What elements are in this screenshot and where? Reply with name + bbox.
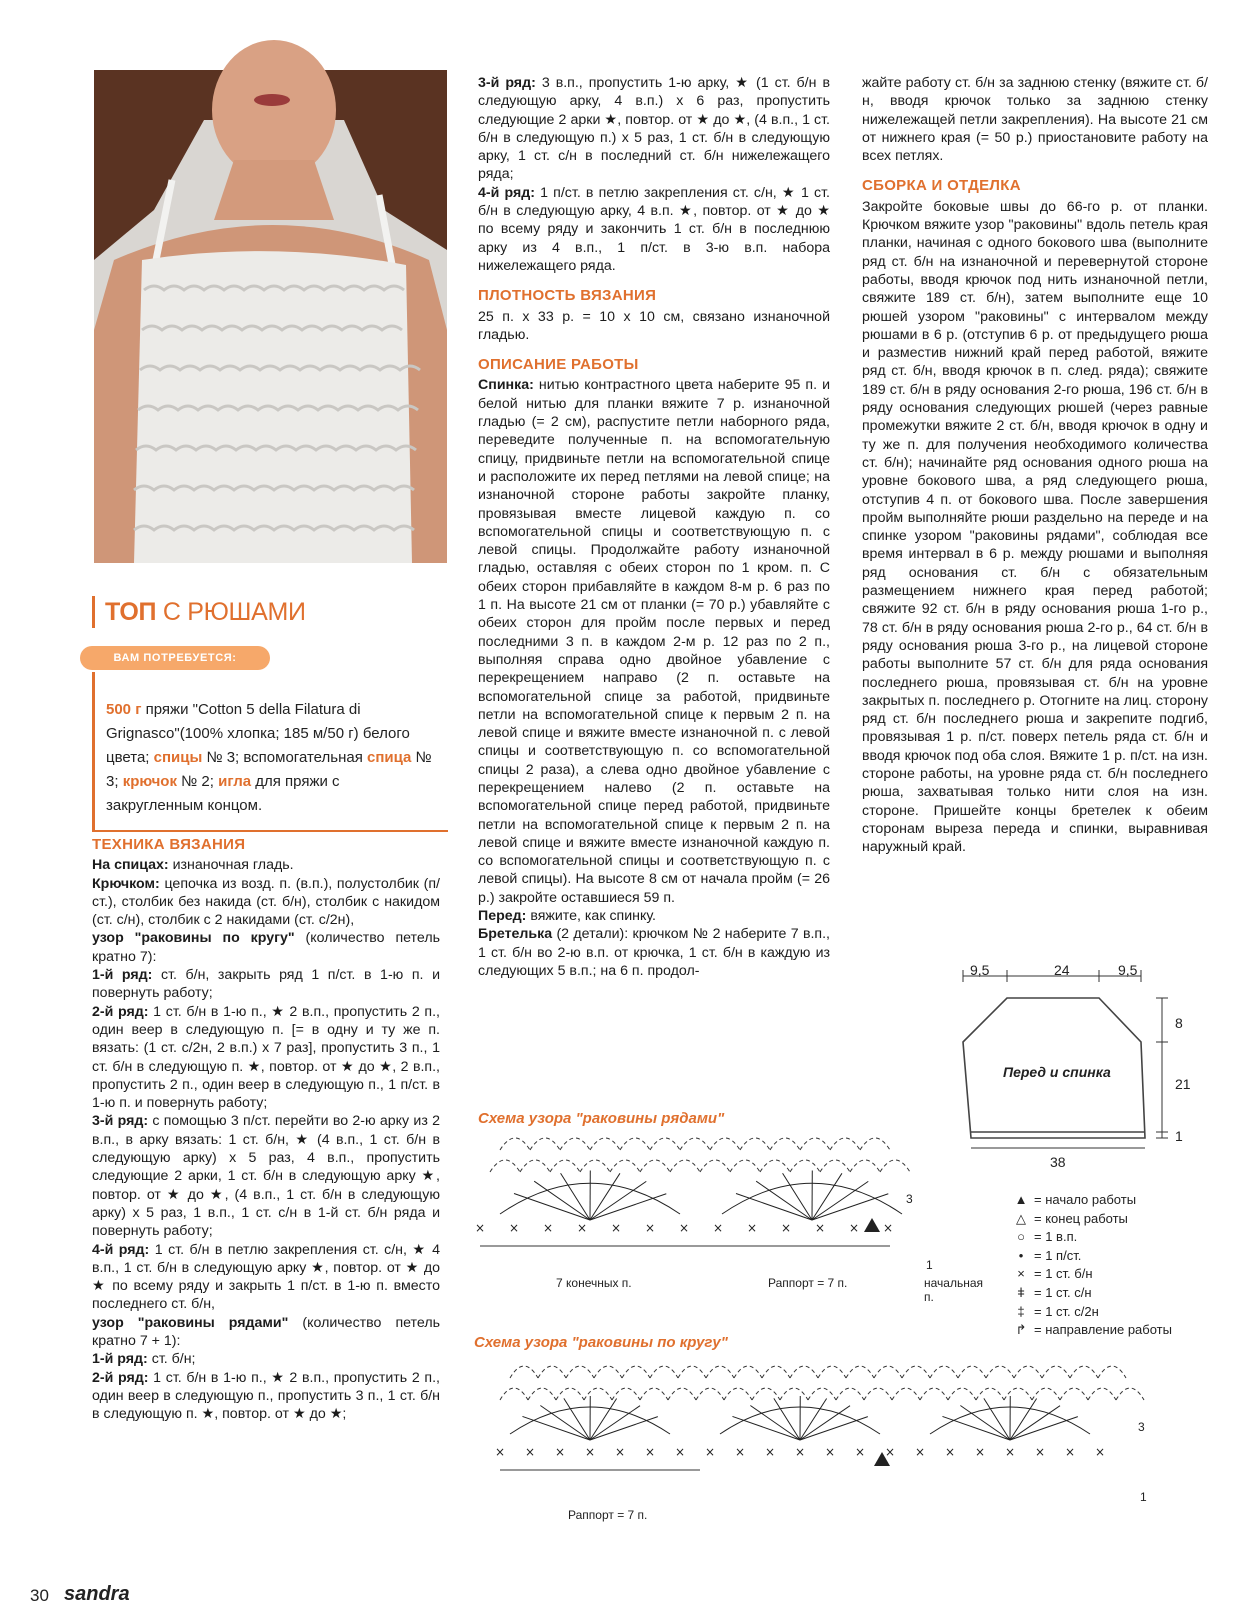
chain-arc [1004,1388,1032,1400]
chain-arc [678,1366,706,1378]
legend-row [1008,1303,1099,1321]
fan-stitch [942,1416,1010,1440]
sc-symbol: × [1034,1445,1046,1459]
dim-mid-height: 21 [1175,1076,1191,1092]
material-highlight: крючок [122,773,177,790]
legend-row [1008,1228,1077,1246]
chain-arc [1032,1388,1060,1400]
chain-arc [1088,1388,1116,1400]
chain-arc [830,1138,860,1150]
fan-stitch [590,1173,620,1220]
paragraph [92,856,440,874]
chain-arc [780,1388,808,1400]
chain-arc [612,1388,640,1400]
paragraph-body: нитью контрастного цвета наберите 95 п. и белой нитью для планки вяжите 7 р. изнаночной гладью (= 2 см), распустите петли наборного ряда, переведите полученные п. на вспомогательную спицу, придвиньте петли на вспомогательной спице и расположите их перед петлями на левой спице; на изнаночной стороне работы закройте планку, провязывая вместе лицевой каждую п. со вспомогательной спицы и соответствующую п. с левой спицы. Продолжайте работу изнаночной гладью, оставляя с обеих сторон по 1 кром. п. С обеих сторон прибавляйте в каждом 8-м р. 6 раз по 1 п. На высоте 21 см от планки (= 70 р.) убавляйте с обеих сторон для пройм после первых и перед последними 3 п. в каждом 2-м р. 12 раз по 2 п., выполняя справа одно двойное убавление с перекрещением направо (2 п. оставьте на вспомогательной спице за работой, придвиньте петли на вспомогательной спице к первым 2 п. на левой спице и вяжите вместе изнаночной п. с левой спицы и соответствующую п. со вспомогательной спицы 2 раза), а слева одно двойное убавление с перекрещением налево (2 п. оставьте на вспомогательной спице перед работой, придвиньте петли на вспомогательной спице к первым 2 п. на левой спице и вяжите вместе изнаночной каждую п. со вспомогательной спицы и соответствующую п. с левой спицы). На высоте 8 см от начала пройм (= 26 р.) закройте оставшиеся 59 п. [478,377,830,906]
chain-arc [550,1160,580,1172]
paragraph-body: (количество петель кратно 7 + 1): [92,1314,440,1350]
chain-arc [1070,1366,1098,1378]
materials-text [106,698,436,818]
material-text: № 3; [106,749,432,790]
sc-symbol: × [508,1221,520,1235]
paragraph-body: 1 ст. б/н в петлю закрепления ст. с/н, ★ 4 в.п., 1 ст. б/н в следующую арку ★, повтор. от ★ до ★ по всему ряду и закрыть 1 п/ст. в 1-ю п. вместо последнего ст. б/н, [92,1241,440,1313]
chain-arc [836,1388,864,1400]
chain-arc [948,1388,976,1400]
sc-symbol: × [1004,1445,1016,1459]
sc-symbol: × [678,1221,690,1235]
material-highlight: спица [367,749,412,766]
chain-arc [760,1160,790,1172]
legend-label: = 1 п/ст. [1034,1247,1082,1263]
fan-stitch [800,1406,850,1440]
fan-stitch [783,1173,812,1220]
chain-arc [640,1160,670,1172]
chain-arc [976,1388,1004,1400]
chain-arc [530,1138,560,1150]
schema2-row-1: 1 [1140,1490,1147,1504]
chain-arc [622,1366,650,1378]
sc-symbol: × [576,1221,588,1235]
chain-arc [566,1366,594,1378]
fan-stitch [1010,1417,1078,1440]
chain-arc [490,1160,520,1172]
chain-arc [752,1388,780,1400]
paragraph-lead: На спицах: [92,857,169,874]
schema2-label: Раппорт = 7 п. [568,1508,648,1522]
sc-symbol: × [974,1445,986,1459]
chain-arc [706,1366,734,1378]
paragraph [478,184,830,275]
chain-arc [880,1160,910,1172]
material-text: № 3; вспомогательная [202,749,367,766]
fan-stitch [812,1173,842,1220]
article-title [92,596,306,628]
paragraph [92,1003,440,1113]
paragraph [92,1369,440,1424]
paragraph-lead: Бретелька [478,926,553,943]
start-marker [864,1218,880,1232]
chain-arc [520,1160,550,1172]
chain-arc [808,1388,836,1400]
fan-stitch [1010,1399,1037,1440]
paragraph-body: 3 в.п., пропустить 1-ю арку, ★ (1 ст. б/н в следующую арку, 4 в.п.) х 6 раз, пропустить следующие 2 арки ★, повтор. от ★ до ★, (4 в.п., 1 ст. б/н в следующую п.) х 5 раз, 1 ст. б/н в следующую арку, 1 ст. с/н в последний ст. б/н нижележащего ряда; [478,75,830,183]
paragraph-lead: узор "раковины по кругу" [92,930,295,947]
paragraph [92,929,440,966]
paragraph-lead: 1-й ряд: [92,967,153,984]
chain-arc [528,1388,556,1400]
chain-arc [860,1138,890,1150]
sc-symbol: × [764,1445,776,1459]
paragraph-lead: узор "раковины рядами" [92,1314,289,1331]
sc-symbol: × [542,1221,554,1235]
fan-stitch [590,1399,617,1440]
paragraph-body: Закройте боковые швы до 66-го р. от планки. Крючком вяжите узор "раковины" вдоль петель края планки, начиная с одного бокового шва (выполните ряд ст. б/н на изнаночной и перевернутой стороне работы, вводя крючок под нить изнаночной петли, свяжите 189 ст. б/н), затем выполните еще 10 рюшей узором "раковины" с интервалом между рюшами в 6 р. (отступив 6 р. от предыдущего рюша и разместив нижний край перед работой, вяжите ряд ст. б/н, вводя крючок в п. след. ряда); свяжите 189 ст. б/н в ряду основания 2-го рюша, 196 ст. б/н в ряду основания следующих рюшей (через равные промежутки вяжите 2 ст. б/н, вводя крючок в одну и ту же п. для получения необходимого количества ст. б/н); начинайте ряд основания одного рюша на уровне бокового шва, а ряд следующего рюша, отступив 4 п. от бокового шва. После завершения пройм выполняйте рюши раздельно на переде и на спинке узором "раковины рядами", соблюдая все время интервал в 6 р. между рюшами и выполняя ряд основания ст. б/н с обязательным размещением нижнего края перед работой; свяжите 92 ст. б/н в ряду основания рюша 1-го р., 78 ст. б/н в ряду основания рюша 2-го р., 64 ст. б/н в ряду основания рюша 3-го р., на лицевой стороне работы выполните 57 ст. б/н для ряда основания последнего рюша, провязывая ст. б/н на уровне закрытых п. последнего р. Отогните на лиц. сторону ряд ст. б/н последнего рюша и закрепите подгиб, провязывая 1 р. п/ст. поверх петель ряда ст. б/н и вводя крючок под оба слоя. Вяжите 1 р. п/ст. на изн. стороне работы, на уровне ряда ст. б/н последнего рюша, захватывая только нити слоя на изн. стороне. Пришейте концы бретелек к обеим сторонам выреза переда и спинки, выравнивая наружный край. [862,198,1208,856]
paragraph [92,1112,440,1240]
chain-arc [902,1366,930,1378]
fan-stitch [812,1181,868,1220]
chain-arc [770,1138,800,1150]
sc-symbol: × [524,1445,536,1459]
paragraph-body: (количество петель кратно 7): [92,930,440,965]
chain-arc [846,1366,874,1378]
chain-arc [584,1388,612,1400]
paragraph [92,875,440,930]
fan-stitch [960,1405,1010,1440]
page-number: 30 [30,1586,49,1605]
paragraph [478,376,830,907]
legend-label: = 1 ст. б/н [1034,1266,1093,1282]
sc-symbol: × [944,1445,956,1459]
sc-symbol: × [882,1221,894,1235]
paragraph-body: 1 п/ст. в петлю закрепления ст. с/н, ★ 1 ст. б/н в следующую арку, 4 в.п. ★, повтор. от ★ до ★ по всему ряду и закончить 1 ст. б/н в последнюю арку из 4 в.п., 1 п/ст. в 3-ю в.п. набора нижележащего ряда. [478,184,830,274]
paragraph-lead: Спинка: [478,377,534,394]
materials-badge: ВАМ ПОТРЕБУЕТСЯ: [80,646,270,670]
paragraph-lead: 2-й ряд: [92,1369,149,1386]
paragraph-body: 1 ст. б/н в 1-ю п., ★ 2 в.п., пропустить 2 п., один веер в следующую п. [= в одну и ту же п. вязать: (1 ст. с/2н, 2 в.п.) х 7 раз], пропустить 3 п., 1 ст. б/н в следующую п. ★, повтор. от ★ до ★, 2 в.п., пропустить 2 п., один веер в следующую п., 1 п/ст. в 1-ю п. и повернуть работу; [92,1003,440,1112]
chain-arc [710,1138,740,1150]
fan-stitch [750,1405,800,1440]
chain-arc [680,1138,710,1150]
title-bold: ТОП [105,598,157,626]
chain-arc [986,1366,1014,1378]
paragraph-lead: 4-й ряд: [478,184,535,201]
legend-label: = конец работы [1034,1210,1128,1226]
legend-row [1008,1265,1093,1283]
fan-stitch [736,1193,812,1220]
sc-symbol: × [1094,1445,1106,1459]
material-highlight: игла [218,773,252,790]
sc-symbol: × [794,1445,806,1459]
paragraph-body: (2 детали): крючком № 2 наберите 7 в.п., 1 ст. б/н во 2-ю в.п. от крючка, 1 ст. б/н в каждую из следующих 5 в.п.; на 6 п. продол- [478,926,830,979]
chain-arc [500,1138,530,1150]
legend-row [1008,1191,1136,1209]
schema1-label-left: 7 конечных п. [556,1276,632,1290]
paragraph [92,1314,440,1351]
legend-label: = направление работы [1034,1322,1172,1338]
column-1 [92,836,440,1424]
legend-label: = 1 ст. с/н [1034,1285,1092,1300]
legend-label: = 1 ст. с/2н [1034,1303,1099,1319]
dim-left: 9,5 [970,962,990,978]
sc-symbol: × [584,1445,596,1459]
chain-arc [874,1366,902,1378]
chain-arc [724,1388,752,1400]
paragraph-body: ст. б/н, закрыть ряд 1 п/ст. в 1-ю п. и повернуть работу; [92,967,440,1002]
legend-row [1008,1321,1172,1339]
section-heading: ТЕХНИКА ВЯЗАНИЯ [92,836,246,853]
chain-arc [734,1366,762,1378]
chain-arc [620,1138,650,1150]
sc-symbol: × [674,1445,686,1459]
schema1-row-1: 1 [926,1258,933,1272]
chain-arc [790,1160,820,1172]
paragraph [92,1350,440,1368]
fan-stitch [756,1181,812,1220]
legend-symbol: × [1017,1266,1025,1282]
sc-symbol: × [554,1445,566,1459]
fan-stitch [514,1193,590,1220]
schema2-title: Схема узора "раковины по кругу" [474,1334,728,1351]
schema1-diagram [474,1128,950,1278]
chain-arc [594,1366,622,1378]
paragraph-body: 1 ст. б/н в 1-ю п., ★ 2 в.п., пропустить 2 п., один веер в следующую п., пропустить 3 п., 1 ст. б/н в следующую п. ★, повтор. от ★ до ★; [92,1369,440,1423]
legend-label: = начало работы [1034,1192,1137,1207]
paragraph-body: с помощью 3 п/ст. перейти во 2-ю арку из 2 в.п., в арку вязать: 1 ст. б/н, ★ (4 в.п., 1 ст. б/н в следующую арку) х 5 раз, 4 в.п., пропустить следующие 2 арки, 1 ст. б/н в следующую арку ★, повтор. от ★ до ★, (4 в.п., 1 ст. б/н в следующую арку) х 5 раз, 1 в.п., 1 ст. с/н в 1-й ст. б/н ряда и повернуть работу; [92,1113,440,1240]
fan-stitch [812,1194,888,1220]
sc-symbol: × [704,1445,716,1459]
material-text: пряжи "Cotton 5 della Filatura di Grignasco"(100% хлопка; 185 м/50 г) белого цвета; [106,701,410,766]
material-text: для пряжи с закругленным концом. [106,773,340,814]
chain-arc [762,1366,790,1378]
dim-right: 9,5 [1118,962,1138,978]
legend-row [1008,1210,1128,1228]
paragraph-body: жайте работу ст. б/н за заднюю стенку (вяжите ст. б/н, вводя крючок только за заднюю стенку нижележащей петли закрепления). На высоте 21 см от нижнего края (= 50 р.) приостановите работу на всех петлях. [862,75,1208,165]
fan-stitch [732,1416,800,1440]
fan-stitch [522,1416,590,1440]
sc-symbol: × [884,1445,896,1459]
chain-arc [590,1138,620,1150]
chain-arc [700,1160,730,1172]
paragraph [92,1241,440,1314]
chain-arc [560,1138,590,1150]
paragraph-lead: Перед: [478,908,527,925]
legend-row [1008,1247,1081,1265]
fan-stitch [800,1417,868,1440]
chain-arc [1042,1366,1070,1378]
paragraph-lead: 1-й ряд: [92,1351,148,1368]
chain-arc [892,1388,920,1400]
sc-symbol: × [824,1445,836,1459]
sc-symbol: × [854,1445,866,1459]
legend-label: = 1 в.п. [1034,1229,1078,1245]
paragraph [478,74,830,184]
material-highlight: спицы [153,749,203,766]
legend-symbol: ǂ [1017,1285,1025,1300]
chain-arc [818,1366,846,1378]
chain-arc [864,1388,892,1400]
paragraph-body: ст. б/н; [147,1351,196,1368]
legend-symbol: ○ [1017,1229,1025,1245]
paragraph [92,966,440,1003]
legend-symbol: ▲ [1014,1192,1028,1207]
sc-symbol: × [814,1221,826,1235]
dim-top-height: 8 [1175,1015,1183,1031]
fan-stitch [534,1181,590,1220]
chain-arc [640,1388,668,1400]
chain-arc [556,1388,584,1400]
fan-stitch [590,1406,640,1440]
fan-stitch [564,1398,590,1440]
sc-symbol: × [712,1221,724,1235]
paragraph [478,308,830,345]
chain-arc [850,1160,880,1172]
chain-arc [740,1138,770,1150]
schema2-row-3: 3 [1138,1420,1145,1434]
paragraph-body: цепочка из возд. п. (в.п.), полустолбик (п/ст.), столбик без накида (ст. б/н), столбик с накидом (ст. с/н), столбик с 2 накидами (ст. с/2н), [92,875,440,929]
chain-arc [668,1388,696,1400]
chain-arc [958,1366,986,1378]
pattern-diagram [955,958,1200,1168]
fan-stitch [774,1398,800,1440]
column-2 [478,74,830,980]
sc-symbol: × [614,1445,626,1459]
chain-arc [650,1138,680,1150]
model-photo [94,70,447,563]
chain-arc [500,1388,528,1400]
paragraph-body: вяжите, как спинку. [526,908,656,925]
paragraph [862,74,1208,165]
chain-arc [670,1160,700,1172]
legend-symbol: △ [1016,1210,1026,1226]
sc-symbol: × [746,1221,758,1235]
paragraph [862,198,1208,857]
chain-arc [538,1366,566,1378]
material-text: № 2; [176,773,219,790]
sc-symbol: × [474,1221,486,1235]
legend-row [1008,1284,1092,1302]
chain-arc [820,1160,850,1172]
pattern-piece-title: Перед и спинка [1003,1064,1111,1080]
chain-arc [510,1366,538,1378]
chain-arc [1098,1366,1126,1378]
sc-symbol: × [1064,1445,1076,1459]
sc-symbol: × [848,1221,860,1235]
sc-symbol: × [494,1445,506,1459]
chain-arc [610,1160,640,1172]
paragraph-body: изнаночная гладь. [168,857,294,874]
paragraph-lead: 4-й ряд: [92,1241,150,1258]
fan-stitch [590,1181,646,1220]
chain-arc [696,1388,724,1400]
chain-arc [930,1366,958,1378]
fan-stitch [590,1417,658,1440]
paragraph [478,925,830,980]
paragraph-lead: Крючком: [92,875,160,892]
column-3 [862,74,1208,856]
schema1-title: Схема узора "раковины рядами" [478,1110,725,1127]
fan-stitch [561,1173,590,1220]
chain-arc [800,1138,830,1150]
chain-arc [1014,1366,1042,1378]
chain-arc [1060,1388,1088,1400]
paragraph-lead: 3-й ряд: [478,75,536,91]
chain-arc [1116,1388,1144,1400]
model-illustration [94,70,447,563]
schema1-label-start: начальная п. [924,1276,984,1304]
chain-arc [790,1366,818,1378]
dim-width: 38 [1050,1154,1066,1170]
sc-symbol: × [780,1221,792,1235]
schema2-diagram [494,1360,1140,1510]
sc-symbol: × [914,1445,926,1459]
fan-stitch [984,1398,1010,1440]
magazine-brand: sandra [64,1583,130,1605]
legend-symbol: ↱ [1015,1322,1027,1338]
material-highlight: 500 г [106,701,142,718]
legend-symbol: ‡ [1017,1303,1025,1319]
chain-arc [650,1366,678,1378]
title-rest: С РЮШАМИ [156,598,306,626]
paragraph [478,907,830,925]
chain-arc [920,1388,948,1400]
dim-center: 24 [1054,962,1070,978]
sc-symbol: × [610,1221,622,1235]
sc-symbol: × [644,1221,656,1235]
chain-arc [580,1160,610,1172]
paragraph-body: 25 п. х 33 р. = 10 х 10 см, связано изнаночной гладью. [478,308,830,343]
paragraph-lead: 2-й ряд: [92,1003,149,1020]
schema1-row-3: 3 [906,1192,913,1206]
legend-symbol: • [1018,1247,1024,1263]
fan-stitch [800,1399,827,1440]
schema1-label-right: Раппорт = 7 п. [768,1276,848,1290]
fan-stitch [540,1405,590,1440]
paragraph-lead: 3-й ряд: [92,1113,149,1130]
chain-arc [730,1160,760,1172]
fan-stitch [1010,1406,1060,1440]
fan-stitch [590,1194,666,1220]
section-heading: ПЛОТНОСТЬ ВЯЗАНИЯ [478,287,657,305]
dim-bottom-height: 1 [1175,1128,1183,1144]
section-heading: ОПИСАНИЕ РАБОТЫ [478,356,639,374]
sc-symbol: × [734,1445,746,1459]
section-heading: СБОРКА И ОТДЕЛКА [862,177,1021,195]
sc-symbol: × [644,1445,656,1459]
